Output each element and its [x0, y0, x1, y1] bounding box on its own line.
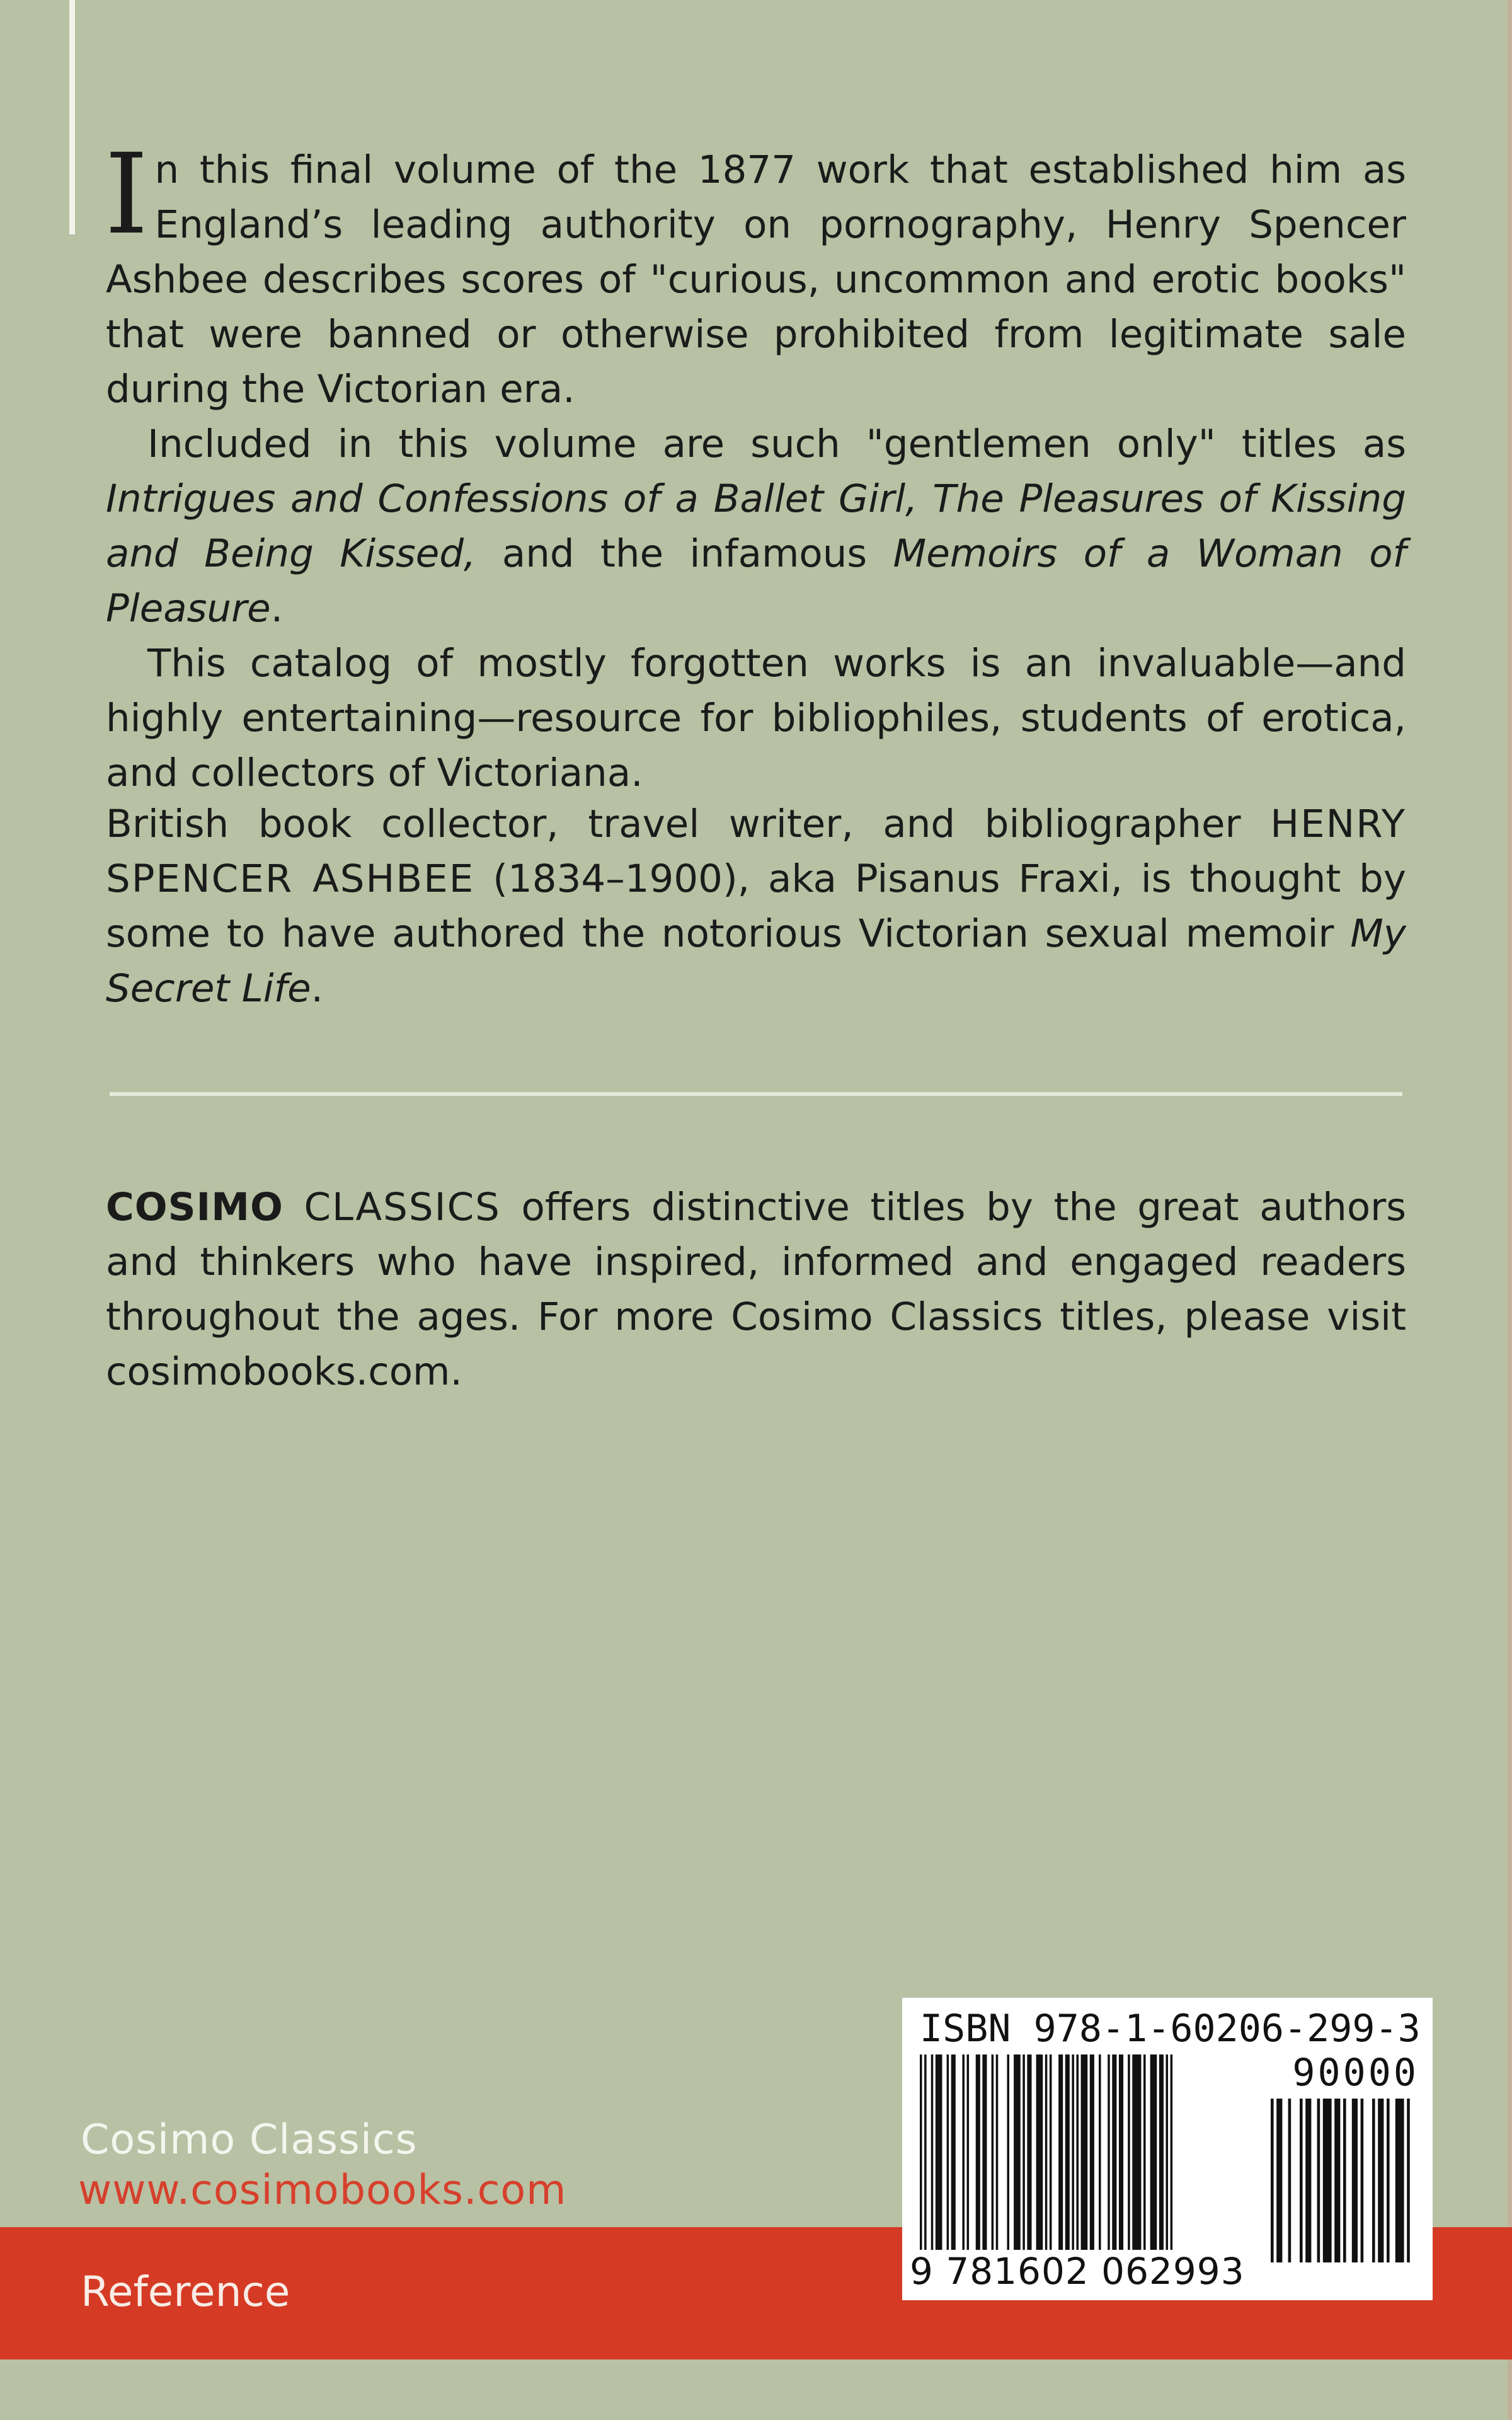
- barcode-bar: [1343, 2099, 1346, 2262]
- barcode-bar: [1372, 2099, 1375, 2262]
- ean-digits: 9 781602 062993: [910, 2250, 1245, 2293]
- barcode-bar: [1171, 2054, 1173, 2262]
- description-paragraph-1: [105, 130, 1406, 417]
- barcode-bar: [1132, 2054, 1141, 2262]
- barcode-bar: [1050, 2054, 1052, 2262]
- barcode-bar: [1334, 2099, 1340, 2262]
- barcode-bar: [1407, 2099, 1410, 2262]
- barcode-bar: [1305, 2099, 1311, 2262]
- price-code: 90000: [1292, 2051, 1419, 2095]
- barcode-bar: [962, 2054, 965, 2262]
- isbn-text: ISBN 978-1-60206-299-3: [920, 2007, 1421, 2051]
- barcode-bar: [1007, 2054, 1009, 2262]
- barcode-bar: [1150, 2054, 1157, 2262]
- barcode-bar: [1159, 2054, 1164, 2262]
- barcode-bar: [1090, 2054, 1094, 2262]
- barcode-bar: [1387, 2099, 1390, 2262]
- bio-book-title: My Secret Life: [106, 911, 1406, 1011]
- barcode-bar: [1361, 2099, 1364, 2262]
- series-paragraph: [106, 1180, 1406, 1399]
- series-blurb: [106, 1180, 1406, 1399]
- title-intrigues-pleasures: Intrigues and Confessions of a Ballet Girl, The Pleasures of Kissing and Being Kissed,: [106, 476, 1406, 576]
- barcode-bar: [1072, 2054, 1074, 2262]
- description-paragraph-3: This catalog of mostly forgotten works is an invaluable—and highly entertaining—resource for bibliophiles, students of erotica, and collectors of Victoriana.: [106, 641, 1406, 795]
- barcode-bar: [1378, 2099, 1383, 2262]
- left-edge-rule: [69, 0, 75, 234]
- bio-middle: (1834–1900), aka Pisanus Fraxi, is thought by some to have authored the notorious Victorian sexual memoir: [106, 856, 1407, 956]
- bio-paragraph: [106, 797, 1406, 1016]
- drop-cap: I: [105, 130, 149, 259]
- barcode-bar: [1036, 2054, 1043, 2262]
- series-classics: CLASSICS: [304, 1185, 501, 1230]
- barcode-bar: [996, 2054, 999, 2262]
- barcode-bar: [1395, 2099, 1404, 2262]
- barcode-bar: [951, 2054, 956, 2262]
- bio-end: .: [311, 966, 324, 1011]
- barcode-bar: [982, 2054, 987, 2262]
- right-edge-strip: [1508, 0, 1512, 2420]
- barcode-bar: [1276, 2099, 1282, 2262]
- barcode-bar: [947, 2054, 949, 2262]
- barcode-bar: [1108, 2054, 1110, 2262]
- barcode-bar: [1119, 2054, 1123, 2262]
- book-description: [105, 130, 1406, 800]
- series-brand: COSIMO: [106, 1185, 284, 1230]
- author-bio: [106, 797, 1406, 1016]
- paragraph-2-mid: and the infamous: [476, 531, 893, 576]
- series-text: offers distinctive titles by the great authors and thinkers who have inspired, informed and engaged readers throughout the ages. For more Cosimo Classics titles, please visit cosimobooks.com.: [106, 1185, 1406, 1394]
- barcode-bar: [1271, 2099, 1274, 2262]
- ean-bars: [920, 2054, 1260, 2262]
- barcode-bar: [967, 2054, 970, 2262]
- description-intro-text: n this final volume of the 1877 work that established him as England’s leading authority on pornography, Henry Spencer Ashbee describes scores of "curious, uncommon and erotic books" that were banned or otherwise prohibited from legitimate sale during the Victorian era.: [106, 147, 1406, 412]
- barcode-bar: [1014, 2054, 1021, 2262]
- barcode-bar: [936, 2054, 942, 2262]
- barcode-bar: [1022, 2054, 1025, 2262]
- barcode-bar: [1081, 2054, 1088, 2262]
- barcode-bar: [1065, 2054, 1070, 2262]
- publisher-url[interactable]: www.cosimobooks.com: [78, 2167, 567, 2214]
- barcode-bar: [1112, 2054, 1116, 2262]
- paragraph-2-end: .: [270, 586, 284, 631]
- barcode-bar: [1027, 2054, 1031, 2262]
- barcode-bar: [1323, 2099, 1332, 2262]
- barcode-bar: [1317, 2099, 1320, 2262]
- author-name: HENRY SPENCER ASHBEE: [106, 802, 1406, 901]
- barcode-bar: [1166, 2054, 1169, 2262]
- barcode-bar: [976, 2054, 980, 2262]
- addon-bars: [1271, 2099, 1422, 2262]
- barcode-bar: [1143, 2054, 1146, 2262]
- paragraph-2-lead: Included in this volume are such "gentlemen only" titles as: [147, 422, 1406, 466]
- bio-lead: British book collector, travel writer, and bibliographer: [106, 802, 1271, 846]
- section-divider: [110, 1092, 1402, 1096]
- barcode-bar: [1128, 2054, 1130, 2262]
- barcode-bar: [931, 2054, 934, 2262]
- barcode-bar: [992, 2054, 994, 2262]
- barcode-bar: [1077, 2054, 1079, 2262]
- barcode-bar: [924, 2054, 927, 2262]
- category-label: Reference: [81, 2267, 290, 2316]
- title-memoirs: Memoirs of a Woman of Pleasure: [106, 531, 1406, 631]
- barcode-bar: [920, 2054, 922, 2262]
- barcode-bar: [1300, 2099, 1303, 2262]
- barcode-bar: [1099, 2054, 1101, 2262]
- barcode-bar: [1045, 2054, 1048, 2262]
- isbn-barcode: [902, 1998, 1433, 2300]
- barcode-bar: [1288, 2099, 1292, 2262]
- publisher-name: Cosimo Classics: [81, 2116, 418, 2164]
- barcode-bar: [1058, 2054, 1063, 2262]
- description-paragraph-2: [106, 417, 1406, 636]
- barcode-bar: [1352, 2099, 1358, 2262]
